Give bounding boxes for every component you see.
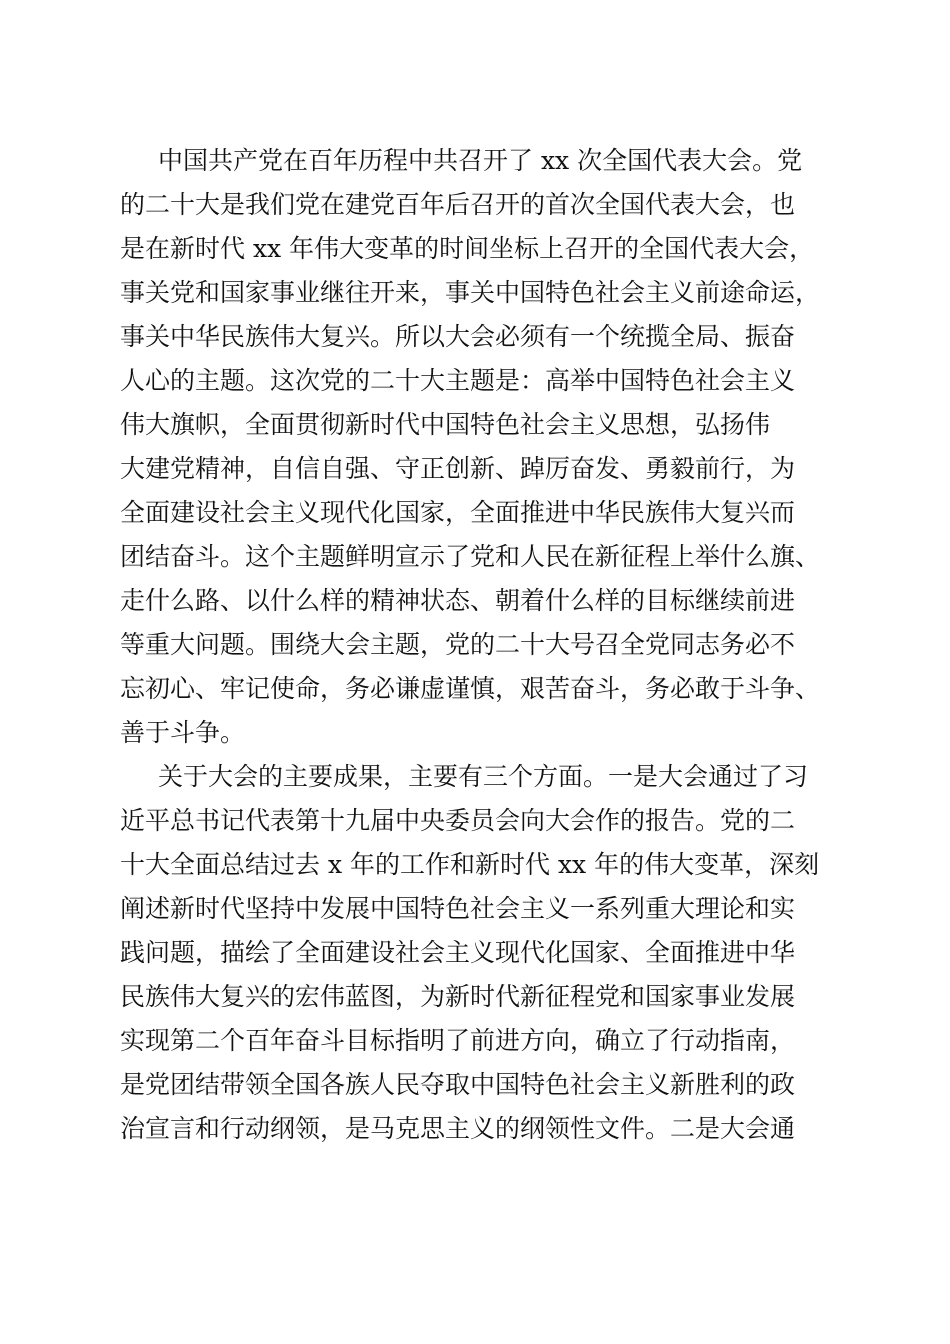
text-line: 善于斗争。 [120,718,246,747]
text-line: 忘初心、牢记使命，务必谦虚谨慎，艰苦奋斗，务必敢于斗争、 [120,674,821,703]
text-line: 伟大旗帜，全面贯彻新时代中国特色社会主义思想，弘扬伟 [120,410,771,439]
text-line: 人心的主题。这次党的二十大主题是：高举中国特色社会主义 [120,366,796,395]
text-line: 中国共产党在百年历程中共召开了 xx 次全国代表大会。党 [158,146,803,175]
text-line: 民族伟大复兴的宏伟蓝图，为新时代新征程党和国家事业发展 [120,982,796,1011]
text-line: 全面建设社会主义现代化国家，全面推进中华民族伟大复兴而 [120,498,796,527]
text-line: 治宣言和行动纲领，是马克思主义的纲领性文件。二是大会通 [120,1114,796,1143]
text-line: 关于大会的主要成果，主要有三个方面。一是大会通过了习 [158,762,809,791]
text-line: 是党团结带领全国各族人民夺取中国特色社会主义新胜利的政 [120,1070,796,1099]
text-line: 等重大问题。围绕大会主题，党的二十大号召全党同志务必不 [120,630,796,659]
text-line: 事关中华民族伟大复兴。所以大会必须有一个统揽全局、振奋 [120,322,796,351]
text-line: 近平总书记代表第十九届中央委员会向大会作的报告。党的二 [120,806,796,835]
text-line: 的二十大是我们党在建党百年后召开的首次全国代表大会，也 [120,190,796,219]
text-line: 事关党和国家事业继往开来，事关中国特色社会主义前途命运， [120,278,821,307]
text-line: 十大全面总结过去 x 年的工作和新时代 xx 年的伟大变革，深刻 [120,850,820,879]
text-line: 走什么路、以什么样的精神状态、朝着什么样的目标继续前进 [120,586,796,615]
text-line: 阐述新时代坚持中发展中国特色社会主义一系列重大理论和实 [120,894,796,923]
text-line: 实现第二个百年奋斗目标指明了前进方向，确立了行动指南， [120,1026,796,1055]
text-line: 团结奋斗。这个主题鲜明宣示了党和人民在新征程上举什么旗、 [120,542,821,571]
text-line: 是在新时代 xx 年伟大变革的时间坐标上召开的全国代表大会， [120,234,815,263]
text-line: 践问题，描绘了全面建设社会主义现代化国家、全面推进中华 [120,938,796,967]
text-line: 大建党精神，自信自强、守正创新、踔厉奋发、勇毅前行，为 [120,454,796,483]
